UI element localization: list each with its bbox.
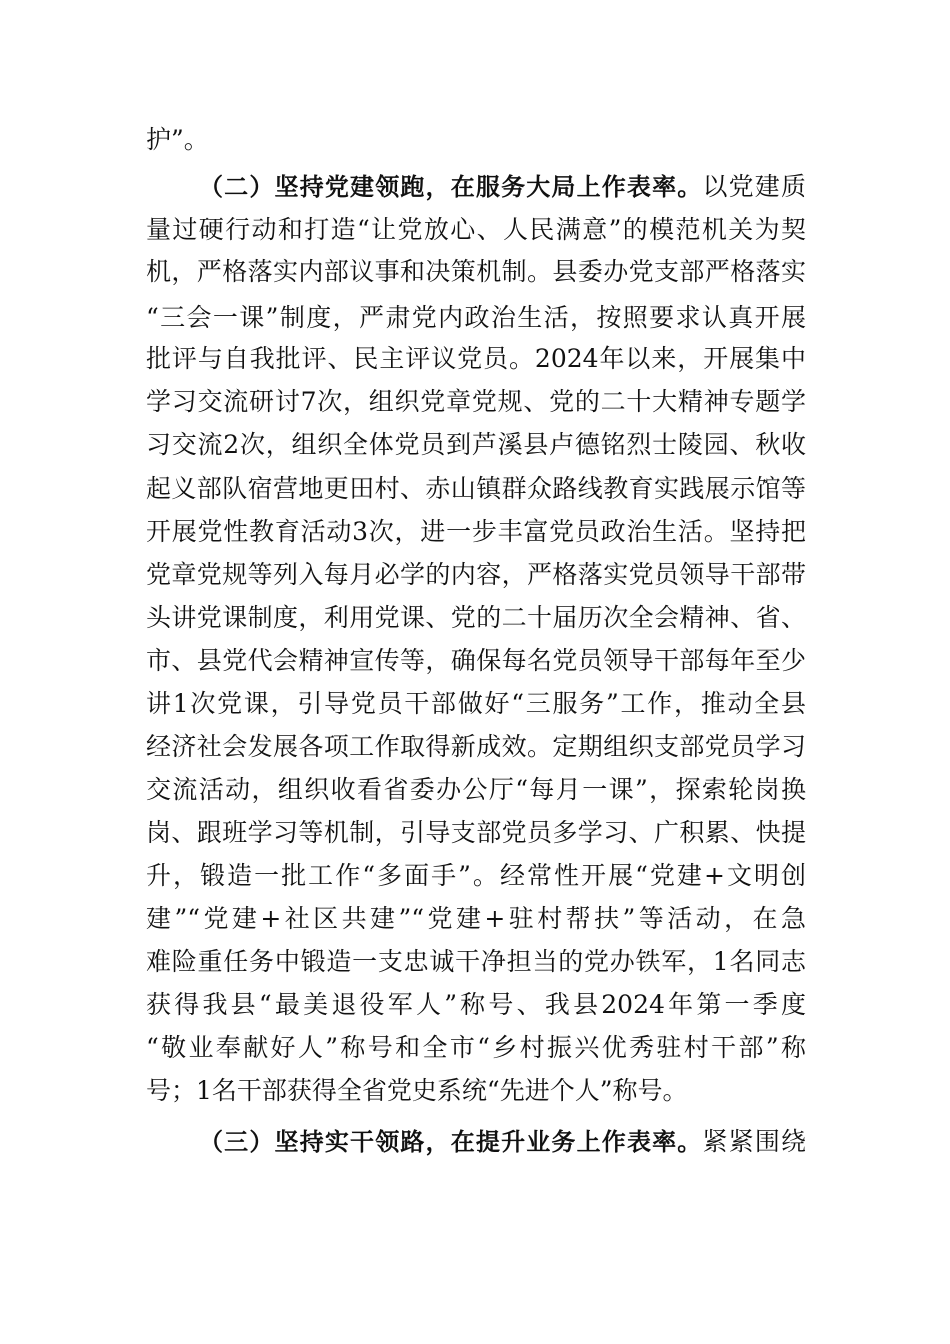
text-line: 头讲党课制度，利用党课、党的二十届历次全会精神、省、	[146, 603, 806, 632]
section-2-heading: （二）坚持党建领跑，在服务大局上作表率。	[199, 173, 703, 201]
section-3-first-line	[199, 1122, 806, 1162]
text-line: 习交流2次，组织全体党员到芦溪县卢德铭烈士陵园、秋收	[146, 430, 806, 459]
text-line: 学习交流研讨7次，组织党章党规、党的二十大精神专题学	[146, 387, 806, 416]
text-line: 经济社会发展各项工作取得新成效。定期组织支部党员学习	[146, 732, 806, 761]
text-line: 护”。	[146, 125, 209, 154]
text-line: 党章党规等列入每月必学的内容，严格落实党员领导干部带	[146, 560, 806, 589]
section-3-lead: 紧紧围绕	[702, 1127, 806, 1156]
text-line: 市、县党代会精神宣传等，确保每名党员领导干部每年至少	[146, 646, 806, 675]
text-line: 起义部队宿营地更田村、赤山镇群众路线教育实践展示馆等	[146, 474, 806, 503]
text-line: 岗、跟班学习等机制，引导支部党员多学习、广积累、快提	[146, 818, 806, 847]
text-line: 升，锻造一批工作“多面手”。经常性开展“党建+文明创	[146, 861, 806, 890]
text-line: 建”“党建+社区共建”“党建+驻村帮扶”等活动，在急	[146, 904, 806, 933]
text-line: 量过硬行动和打造“让党放心、人民满意”的模范机关为契	[146, 215, 806, 244]
section-2-lead-end: 质	[780, 172, 806, 201]
section-2-lead: 以党建	[702, 172, 781, 201]
text-line: 批评与自我批评、民主评议党员。2024年以来，开展集中	[146, 344, 806, 373]
text-line: 开展党性教育活动3次，进一步丰富党员政治生活。坚持把	[146, 517, 806, 546]
section-2-first-line	[199, 167, 806, 207]
text-line: 获得我县“最美退役军人”称号、我县2024年第一季度	[146, 990, 806, 1019]
text-line: 机，严格落实内部议事和决策机制。县委办党支部严格落实	[146, 257, 806, 286]
text-line: “三会一课”制度，严肃党内政治生活，按照要求认真开展	[146, 303, 806, 332]
text-line: 号；1名干部获得全省党史系统“先进个人”称号。	[146, 1076, 688, 1105]
text-line: “敬业奉献好人”称号和全市“乡村振兴优秀驻村干部”称	[146, 1033, 806, 1062]
text-line: 难险重任务中锻造一支忠诚干净担当的党办铁军，1名同志	[146, 947, 806, 976]
section-3-heading: （三）坚持实干领路，在提升业务上作表率。	[199, 1128, 703, 1156]
text-line: 讲1次党课，引导党员干部做好“三服务”工作，推动全县	[146, 689, 806, 718]
text-line: 交流活动，组织收看省委办公厅“每月一课”，探索轮岗换	[146, 775, 806, 804]
